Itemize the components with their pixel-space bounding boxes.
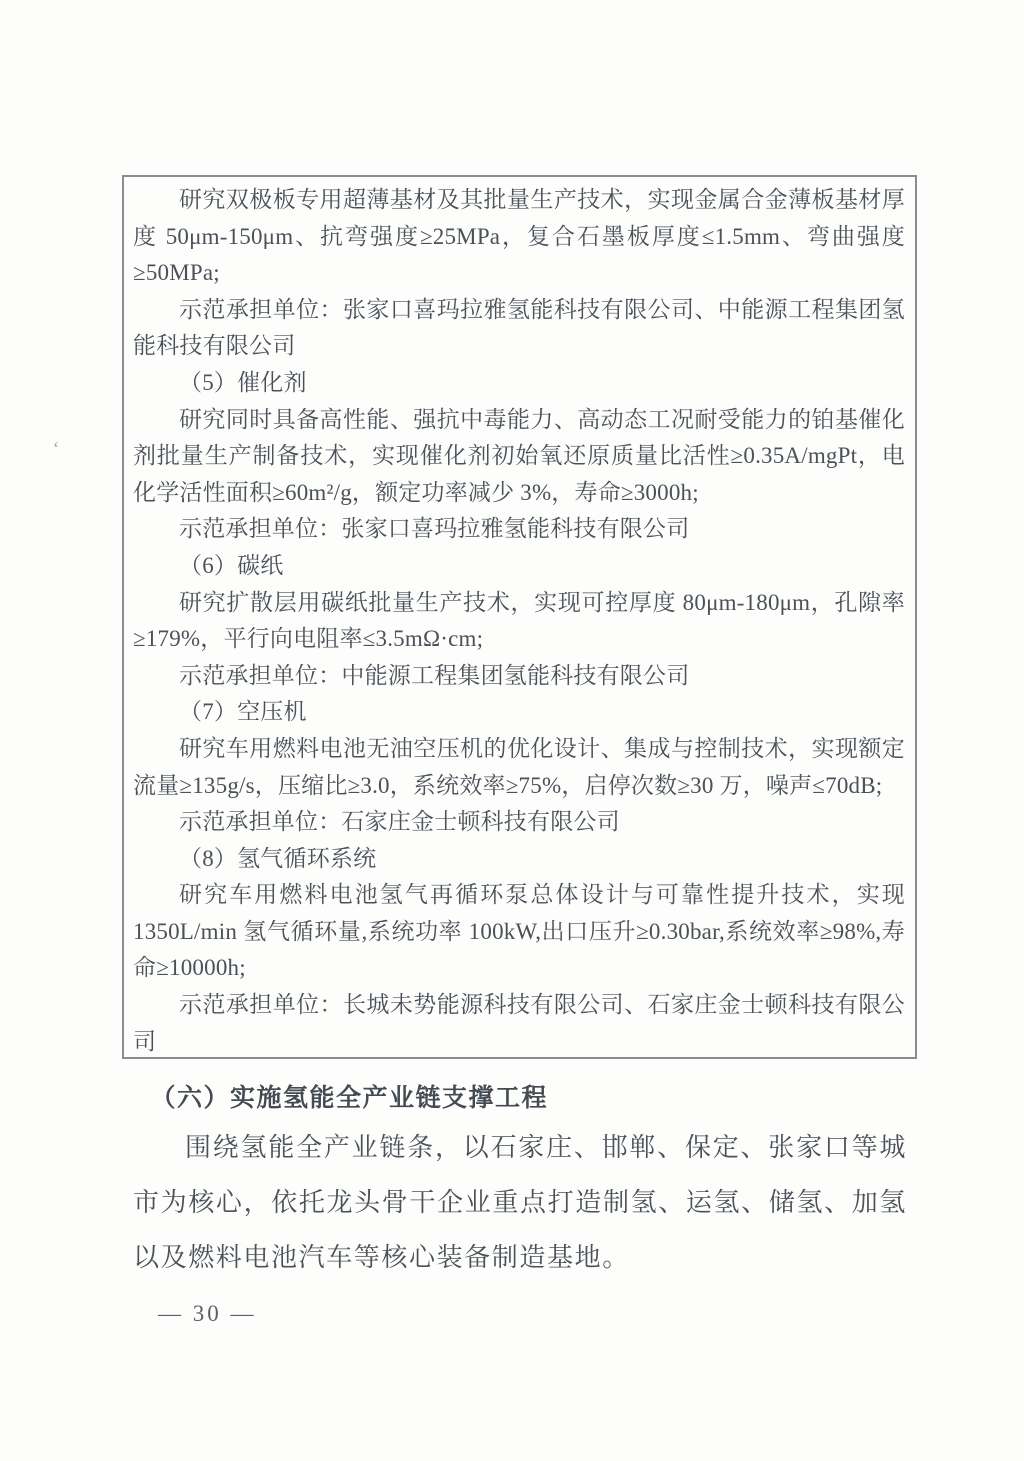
box-paragraph-carbon-paper-spec: 研究扩散层用碳纸批量生产技术，实现可控厚度 80μm-180μm，孔隙率≥179%，平行向电阻率≤3.5mΩ·cm;: [133, 589, 905, 652]
box-paragraph-undertaker: 示范承担单位：石家庄金士顿科技有限公司: [179, 809, 620, 835]
box-paragraph-undertaker: 示范承担单位：张家口喜玛拉雅氢能科技有限公司: [179, 516, 690, 542]
scan-artifact-mark: ʻ: [50, 437, 61, 461]
box-subsection-heading-carbon-paper: （6）碳纸: [179, 552, 284, 578]
box-paragraph-undertaker: 示范承担单位：中能源工程集团氢能科技有限公司: [179, 662, 690, 688]
box-paragraph-undertaker: 示范承担单位：张家口喜玛拉雅氢能科技有限公司、中能源工程集团氢能科技有限公司: [133, 296, 905, 359]
box-paragraph-air-compressor-spec: 研究车用燃料电池无油空压机的优化设计、集成与控制技术，实现额定流量≥135g/s，压缩比≥3.0，系统效率≥75%，启停次数≥30 万，噪声≤70dB;: [133, 735, 905, 798]
box-subsection-heading-air-compressor: （7）空压机: [179, 699, 307, 725]
page-number: — 30 —: [158, 1301, 257, 1326]
box-paragraph-catalyst-spec: 研究同时具备高性能、强抗中毒能力、高动态工况耐受能力的铂基催化剂批量生产制备技术，实现催化剂初始氧还原质量比活性≥0.35A/mgPt，电化学活性面积≥60m²/g，额定功率减少 3%，寿命≥3000h;: [133, 406, 905, 505]
section-heading: （六）实施氢能全产业链支撑工程: [150, 1085, 549, 1112]
section-body-paragraph: 围绕氢能全产业链条，以石家庄、邯郸、保定、张家口等城市为核心，依托龙头骨干企业重点打造制氢、运氢、储氢、加氢以及燃料电池汽车等核心装备制造基地。: [133, 1133, 907, 1272]
box-paragraph-bipolar-plate-spec: 研究双极板专用超薄基材及其批量生产技术，实现金属合金薄板基材厚度 50μm-150μm、抗弯强度≥25MPa，复合石墨板厚度≤1.5mm、弯曲强度≥50MPa;: [133, 187, 905, 286]
box-subsection-heading-hydrogen-circulation: （8）氢气循环系统: [179, 845, 377, 871]
box-paragraph-hydrogen-circulation-spec: 研究车用燃料电池氢气再循环泵总体设计与可靠性提升技术，实现 1350L/min 氢气循环量,系统功率 100kW,出口压升≥0.30bar,系统效率≥98%,寿命≥10000h;: [133, 882, 905, 981]
technical-specs-box: [122, 175, 917, 1059]
box-subsection-heading-catalyst: （5）催化剂: [179, 369, 307, 395]
box-paragraph-undertaker: 示范承担单位：长城未势能源科技有限公司、石家庄金士顿科技有限公司: [133, 992, 905, 1054]
